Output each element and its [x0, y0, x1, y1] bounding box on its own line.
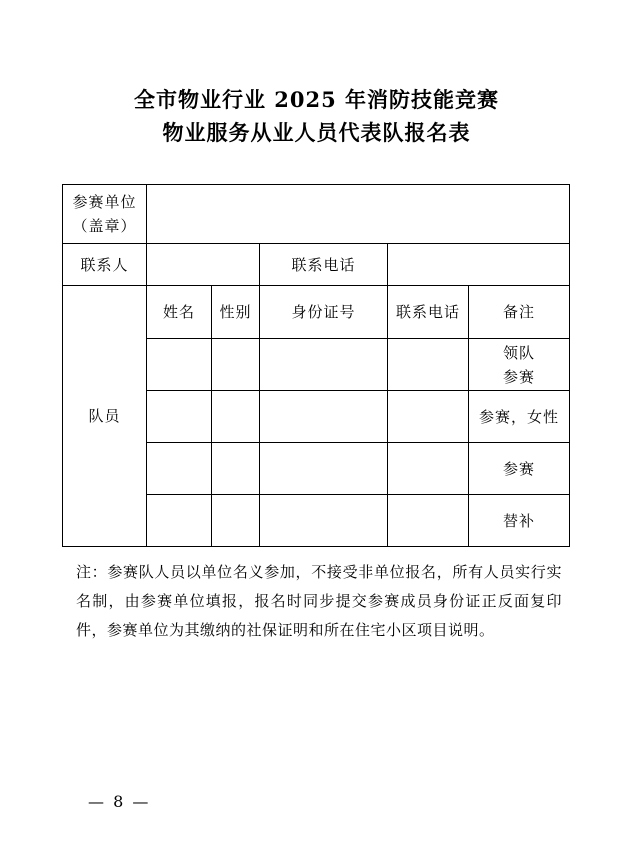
- column-header-name: 姓名: [147, 286, 212, 339]
- member-gender-cell[interactable]: [212, 339, 260, 391]
- member-name-cell[interactable]: [147, 339, 212, 391]
- member-remark-cell: 参赛，女性: [469, 391, 570, 443]
- members-label: 队员: [63, 286, 147, 547]
- member-name-cell[interactable]: [147, 443, 212, 495]
- contact-person-label: 联系人: [63, 244, 147, 286]
- member-id-number-cell[interactable]: [260, 495, 388, 547]
- member-id-number-cell[interactable]: [260, 443, 388, 495]
- remark-participant: 参赛: [503, 367, 536, 386]
- unit-label: 参赛单位: [72, 193, 137, 211]
- member-id-number-cell[interactable]: [260, 391, 388, 443]
- contact-person-value-cell[interactable]: [147, 244, 260, 286]
- member-name-cell[interactable]: [147, 495, 212, 547]
- member-phone-cell[interactable]: [388, 391, 469, 443]
- remark-leader: 领队: [503, 343, 536, 362]
- unit-label-cell: [63, 185, 147, 244]
- member-remark-cell: [469, 339, 570, 391]
- unit-row: [63, 185, 570, 244]
- page-number: — 8 —: [88, 792, 151, 811]
- contact-row: [63, 244, 570, 286]
- column-header-remark: 备注: [469, 286, 570, 339]
- member-gender-cell[interactable]: [212, 391, 260, 443]
- form-note: 注：参赛队人员以单位名义参加，不接受非单位报名，所有人员实行实名制，由参赛单位填报，报名时同步提交参赛成员身份证正反面复印件，参赛单位为其缴纳的社保证明和所在住宅小区项目说明。: [76, 563, 562, 639]
- registration-form-table: [62, 184, 570, 547]
- column-header-phone: 联系电话: [388, 286, 469, 339]
- member-name-cell[interactable]: [147, 391, 212, 443]
- document-title-line-2: 物业服务从业人员代表队报名表: [162, 120, 471, 145]
- member-remark-cell: 参赛: [469, 443, 570, 495]
- column-header-gender: 性别: [212, 286, 260, 339]
- contact-phone-label: 联系电话: [260, 244, 388, 286]
- member-phone-cell[interactable]: [388, 495, 469, 547]
- member-id-number-cell[interactable]: [260, 339, 388, 391]
- unit-value-cell[interactable]: [147, 185, 570, 244]
- member-gender-cell[interactable]: [212, 495, 260, 547]
- unit-seal-label: （盖章）: [72, 217, 137, 235]
- members-header-row: [63, 286, 570, 339]
- contact-phone-value-cell[interactable]: [388, 244, 570, 286]
- document-title-line-1: 全市物业行业 2025 年消防技能竞赛: [133, 87, 500, 112]
- member-gender-cell[interactable]: [212, 443, 260, 495]
- member-remark-cell: 替补: [469, 495, 570, 547]
- member-phone-cell[interactable]: [388, 339, 469, 391]
- member-phone-cell[interactable]: [388, 443, 469, 495]
- column-header-id-number: 身份证号: [260, 286, 388, 339]
